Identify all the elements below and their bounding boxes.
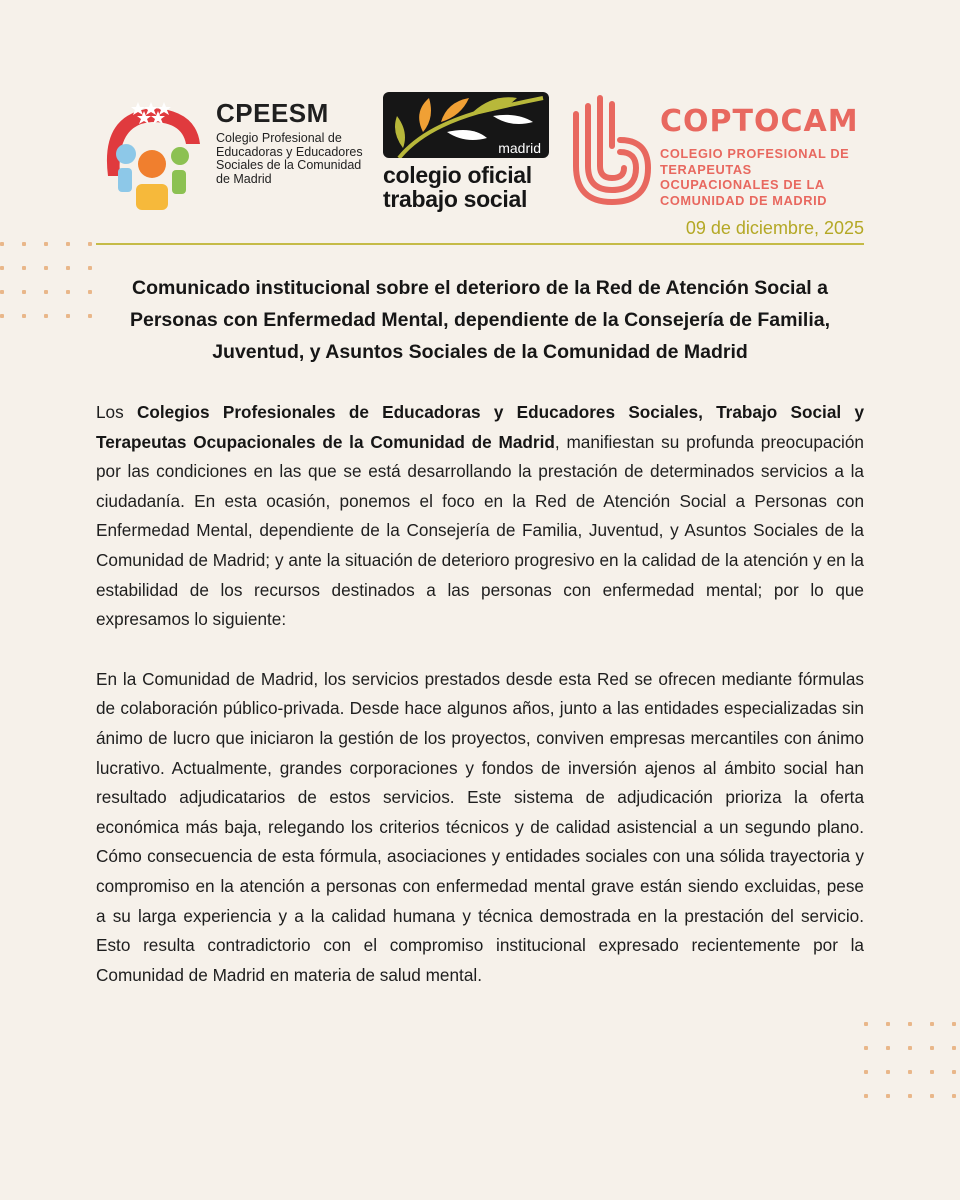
cpeesm-subtitle: Colegio Profesional de Educadoras y Educadores Sociales de la Comunidad de Madrid [216, 131, 363, 186]
paragraph-1 [96, 398, 864, 635]
cots-region: madrid [498, 140, 541, 156]
cots-name-line2: trabajo social [383, 186, 528, 212]
decorative-dots-right [864, 1022, 956, 1098]
coptocam-name: COPTOCAM [660, 104, 859, 139]
logo-header [96, 90, 866, 220]
coptocam-logo [568, 94, 868, 212]
document-date: 09 de diciembre, 2025 [685, 218, 864, 238]
coptocam-subtitle: COLEGIO PROFESIONAL DE TERAPEUTAS OCUPACIONALES DE LA COMUNIDAD DE MADRID [660, 146, 850, 208]
cots-logo [383, 92, 553, 214]
cots-name-line1: colegio oficial [383, 162, 532, 188]
hand-icon [568, 94, 654, 210]
cots-badge [383, 92, 549, 158]
cpeesm-name: CPEESM [216, 98, 329, 128]
paragraph-1-bold: Colegios Profesionales de Educadoras y Educadores Sociales, Trabajo Social y Terapeutas Ocupacionales de la Comunidad de Madrid [96, 402, 864, 452]
decorative-dots-left [0, 242, 92, 318]
cpeesm-emblem-icon [96, 94, 208, 212]
paragraph-2: En la Comunidad de Madrid, los servicios prestados desde esta Red se ofrecen mediante fórmulas de colaboración público-privada. Desde hace algunos años, junto a las entidades especializadas sin ánimo de lucro que iniciaron la gestión de los proyectos, conviven empresas mercantiles con ánimo lucrativo. Actualmente, grandes corporaciones y fondos de inversión ajenos al ámbito social han resultado adjudicatarios de estos servicios. Este sistema de adjudicación prioriza la oferta económica más baja, relegando los criterios técnicos y de calidad asistencial a un segundo plano. Cómo consecuencia de esta fórmula, asociaciones y entidades sociales con una sólida trayectoria y compromiso en la atención a personas con enfermedad mental grave están siendo excluidas, pese a su larga experiencia y a la calidad humana y técnica demostrada en la prestación del servicio. Esto resulta contradictorio con el compromiso institucional expresado recientemente por la Comunidad de Madrid en materia de salud mental. [96, 668, 864, 985]
paragraph-1-lead: Los [96, 402, 137, 422]
document-body [96, 398, 864, 990]
cpeesm-logo [96, 94, 366, 214]
document-title: Comunicado institucional sobre el deterioro de la Red de Atención Social a Personas con Enfermedad Mental, dependiente de la Consejería de Familia, Juventud, y Asuntos Sociales de la Comunidad de Madrid [129, 277, 831, 363]
header-divider [96, 243, 864, 245]
paragraph-1-rest: , manifiestan su profunda preocupación por las condiciones en las que se está desarrollando la prestación de determinados servicios a la ciudadanía. En esta ocasión, ponemos el foco en la Red de Atención Social a Personas con Enfermedad Mental, dependiente de la Consejería de Familia, Juventud, y Asuntos Sociales de la Comunidad de Madrid; y ante la situación de deterioro progresivo en la calidad de la atención y en la estabilidad de los recursos destinados a las personas con enfermedad mental; por lo que expresamos lo siguiente: [96, 431, 864, 630]
